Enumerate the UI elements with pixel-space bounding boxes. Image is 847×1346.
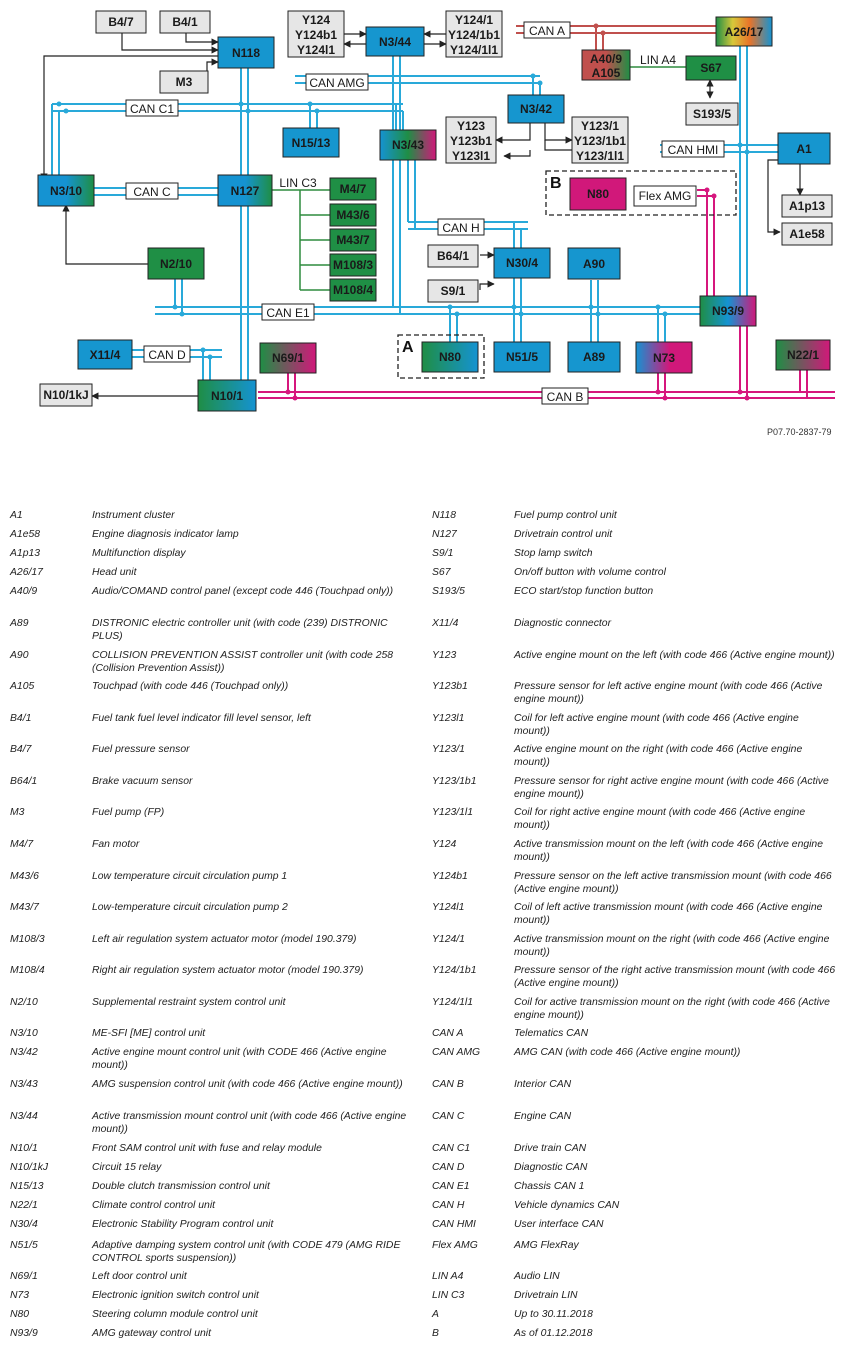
legend-description: Fuel pump control unit xyxy=(514,510,617,521)
legend-code: B4/1 xyxy=(10,713,32,724)
label-n22-1: N22/1 xyxy=(786,348,820,362)
legend-description: Audio/COMAND control panel (except code 446 (Touchpad only)) xyxy=(92,586,394,597)
legend-code: CAN A xyxy=(432,1028,464,1039)
label-n3-10: N3/10 xyxy=(49,184,83,198)
label-y124-1b1: Y124/1b1 xyxy=(447,28,501,42)
label-s9-1: S9/1 xyxy=(440,284,466,298)
legend-description: Head unit xyxy=(92,567,137,578)
variant-label-a: A xyxy=(402,339,414,356)
legend-code: B xyxy=(432,1328,439,1339)
legend-description: Pressure sensor for left active engine mount (with code 466 (Active engine mount)) xyxy=(514,681,823,705)
label-y124-1l1: Y124/1l1 xyxy=(449,43,499,57)
label-n15-13: N15/13 xyxy=(291,136,331,150)
legend-code: S9/1 xyxy=(432,548,454,559)
legend-description: Active transmission mount control unit (with code 466 (Active engine mount)) xyxy=(92,1111,407,1135)
label-m108-4: M108/4 xyxy=(332,283,374,297)
legend-description: Fan motor xyxy=(92,839,140,850)
legend-description: Right air regulation system actuator motor (model 190.379) xyxy=(92,965,364,976)
legend-code: A105 xyxy=(10,681,35,692)
legend-description: Drivetrain control unit xyxy=(514,529,613,540)
legend-code: N3/43 xyxy=(10,1079,38,1090)
legend-description: Active engine mount on the left (with code 466 (Active engine mount)) xyxy=(514,650,835,661)
label-y124l1: Y124l1 xyxy=(296,43,336,57)
legend-description: On/off button with volume control xyxy=(514,567,666,578)
label-y123-1: Y123/1 xyxy=(580,119,620,133)
legend-description: Fuel pump (FP) xyxy=(92,807,165,818)
legend-description: AMG suspension control unit (with code 466 (Active engine mount)) xyxy=(92,1079,403,1090)
legend-description: Coil of left active transmission mount (with code 466 (Active engine mount)) xyxy=(514,902,823,926)
legend-description: Fuel pressure sensor xyxy=(92,744,190,755)
label-a26-17: A26/17 xyxy=(724,25,764,39)
label-a1p13: A1p13 xyxy=(788,199,826,213)
legend-description: Multifunction display xyxy=(92,548,186,559)
legend-code: Y123 xyxy=(432,650,457,661)
label-m4-7: M4/7 xyxy=(339,182,367,196)
legend-code: Y124/1l1 xyxy=(432,997,474,1008)
legend-description: Double clutch transmission control unit xyxy=(92,1181,270,1192)
legend-code: M3 xyxy=(10,807,25,818)
legend-description: Touchpad (with code 446 (Touchpad only)) xyxy=(92,681,289,692)
label-a40-9: A40/9 xyxy=(589,52,623,66)
legend-description: Instrument cluster xyxy=(92,510,175,521)
legend-description: Electronic Stability Program control unit xyxy=(92,1219,274,1230)
legend-code: Y124l1 xyxy=(432,902,465,913)
label-n10-1kj: N10/1kJ xyxy=(43,388,89,402)
legend-description: Diagnostic CAN xyxy=(514,1162,588,1173)
variant-label-b: B xyxy=(550,175,562,192)
legend-code: CAN HMI xyxy=(432,1219,476,1230)
label-n10-1: N10/1 xyxy=(210,389,244,403)
legend-code: N118 xyxy=(432,510,457,521)
label-n73: N73 xyxy=(652,351,676,365)
legend-description: AMG gateway control unit xyxy=(92,1328,211,1339)
legend-code: Y124/1b1 xyxy=(432,965,477,976)
label-y123: Y123 xyxy=(456,119,486,133)
label-x11-4: X11/4 xyxy=(89,348,121,362)
label-n2-10: N2/10 xyxy=(159,257,193,271)
legend-description: Brake vacuum sensor xyxy=(92,776,193,787)
legend-code: B4/7 xyxy=(10,744,32,755)
legend-description: Low-temperature circuit circulation pump 2 xyxy=(92,902,288,913)
legend-description: Vehicle dynamics CAN xyxy=(514,1200,620,1211)
legend-code: A xyxy=(432,1309,439,1320)
legend-code: S67 xyxy=(432,567,451,578)
legend-code: A26/17 xyxy=(10,567,43,578)
legend-code: CAN C1 xyxy=(432,1143,471,1154)
legend-code: Y123l1 xyxy=(432,713,465,724)
bus-label-can-e1: CAN E1 xyxy=(266,306,310,320)
legend-code: CAN D xyxy=(432,1162,465,1173)
bus-label-can-b: CAN B xyxy=(546,390,584,404)
legend-description: ECO start/stop function button xyxy=(514,586,654,597)
label-a90: A90 xyxy=(582,257,606,271)
legend-description: Chassis CAN 1 xyxy=(514,1181,585,1192)
legend-code: A89 xyxy=(10,618,29,629)
bus-label-lin-c3: LIN C3 xyxy=(279,176,317,190)
label-y124: Y124 xyxy=(301,13,331,27)
legend-description: Active engine mount control unit (with CODE 466 (Active engine mount)) xyxy=(92,1047,387,1071)
legend-code: N73 xyxy=(10,1290,30,1301)
label-y124-1: Y124/1 xyxy=(454,13,494,27)
legend-description: Drive train CAN xyxy=(514,1143,587,1154)
legend-code: Y123/1b1 xyxy=(432,776,477,787)
legend-code: N3/44 xyxy=(10,1111,38,1122)
legend-code: Y123b1 xyxy=(432,681,468,692)
bus-label-can-c: CAN C xyxy=(133,185,171,199)
legend-code: S193/5 xyxy=(432,586,465,597)
legend-code: N22/1 xyxy=(10,1200,38,1211)
legend-description: Left air regulation system actuator motor (model 190.379) xyxy=(92,934,357,945)
label-y123b1: Y123b1 xyxy=(449,134,493,148)
legend-description: Active transmission mount on the right (with code 466 (Active engine mount)) xyxy=(514,934,830,958)
label-n93-9: N93/9 xyxy=(711,304,745,318)
legend-description: Drivetrain LIN xyxy=(514,1290,578,1301)
label-a1e58: A1e58 xyxy=(789,227,825,241)
legend-code: M108/3 xyxy=(10,934,45,945)
label-s193-5: S193/5 xyxy=(692,107,732,121)
legend-code: N2/10 xyxy=(10,997,38,1008)
legend-description: Low temperature circuit circulation pump 1 xyxy=(92,871,288,882)
label-y124b1: Y124b1 xyxy=(294,28,338,42)
legend-code: Y124/1 xyxy=(432,934,465,945)
bus-label-can-h: CAN H xyxy=(442,221,480,235)
legend-description: Climate control control unit xyxy=(92,1200,216,1211)
legend-code: Y124 xyxy=(432,839,457,850)
legend-description: DISTRONIC electric controller unit (with code (239) DISTRONIC PLUS) xyxy=(92,618,388,642)
legend-description: ME-SFI [ME] control unit xyxy=(92,1028,206,1039)
legend-code: A1p13 xyxy=(10,548,41,559)
legend-code: N127 xyxy=(432,529,457,540)
legend-code: M4/7 xyxy=(10,839,34,850)
label-y123-1b1: Y123/1b1 xyxy=(573,134,627,148)
legend-code: Y123/1 xyxy=(432,744,465,755)
legend-description: Up to 30.11.2018 xyxy=(514,1309,593,1320)
legend-code: Y124b1 xyxy=(432,871,468,882)
legend-description: As of 01.12.2018 xyxy=(514,1328,593,1339)
label-n3-43: N3/43 xyxy=(391,138,425,152)
label-b64-1: B64/1 xyxy=(436,249,470,263)
label-n30-4: N30/4 xyxy=(505,256,539,270)
legend-code: N51/5 xyxy=(10,1240,38,1251)
label-m108-3: M108/3 xyxy=(332,258,374,272)
legend-code: CAN AMG xyxy=(432,1047,481,1058)
legend-code: X11/4 xyxy=(432,618,459,629)
label-s67: S67 xyxy=(700,61,722,75)
legend-description: Pressure sensor on the left active transmission mount (with code 466 (Active engine mount)) xyxy=(514,871,832,895)
legend-code: B64/1 xyxy=(10,776,38,787)
label-n80-a: N80 xyxy=(438,350,462,364)
label-y123l1: Y123l1 xyxy=(451,149,491,163)
legend-code: N10/1 xyxy=(10,1143,38,1154)
legend-description: Circuit 15 relay xyxy=(92,1162,162,1173)
bus-label-can-hmi: CAN HMI xyxy=(667,143,719,157)
legend-code: CAN E1 xyxy=(432,1181,470,1192)
legend-description: Engine diagnosis indicator lamp xyxy=(92,529,239,540)
legend-code: A40/9 xyxy=(10,586,38,597)
figure-reference: P07.70-2837-79 xyxy=(767,427,832,437)
legend-code: A1e58 xyxy=(10,529,41,540)
legend-code: M43/6 xyxy=(10,871,39,882)
legend-code: N93/9 xyxy=(10,1328,38,1339)
legend-description: Adaptive damping system control unit (with CODE 479 (AMG RIDE CONTROL sports suspension)) xyxy=(92,1240,401,1264)
legend-description: Supplemental restraint system control unit xyxy=(92,997,286,1008)
label-n80-b: N80 xyxy=(586,187,610,201)
label-a105: A105 xyxy=(591,66,621,80)
label-m43-6: M43/6 xyxy=(336,208,370,222)
label-a89: A89 xyxy=(582,350,606,364)
label-b4-1: B4/1 xyxy=(172,15,198,29)
label-n51-5: N51/5 xyxy=(505,350,539,364)
legend-description: Audio LIN xyxy=(514,1271,560,1282)
legend-code: N80 xyxy=(10,1309,30,1320)
label-n69-1: N69/1 xyxy=(271,351,305,365)
legend-description: Fuel tank fuel level indicator fill level sensor, left xyxy=(92,713,311,724)
legend-description: Active transmission mount on the left (with code 466 (Active engine mount)) xyxy=(514,839,823,863)
legend-code: CAN B xyxy=(432,1079,464,1090)
label-n3-42: N3/42 xyxy=(519,102,553,116)
legend-code: N15/13 xyxy=(10,1181,44,1192)
legend-description: AMG CAN (with code 466 (Active engine mount)) xyxy=(514,1047,741,1058)
legend-description: User interface CAN xyxy=(514,1219,604,1230)
legend-code: N69/1 xyxy=(10,1271,38,1282)
legend-description: Front SAM control unit with fuse and relay module xyxy=(92,1143,322,1154)
label-m43-7: M43/7 xyxy=(336,233,370,247)
bus-label-can-a: CAN A xyxy=(528,24,566,38)
label-m3: M3 xyxy=(175,75,193,89)
label-n118: N118 xyxy=(231,46,261,60)
legend-code: A90 xyxy=(10,650,29,661)
legend-code: LIN A4 xyxy=(432,1271,464,1282)
legend-description: Pressure sensor for right active engine mount (with code 466 (Active engine mount)) xyxy=(514,776,829,800)
bus-label-lin-a4: LIN A4 xyxy=(639,53,677,67)
label-a1: A1 xyxy=(796,142,812,156)
label-n127: N127 xyxy=(230,184,260,198)
legend-description: Active engine mount on the right (with code 466 (Active engine mount)) xyxy=(514,744,803,768)
legend-description: Coil for left active engine mount (with code 466 (Active engine mount)) xyxy=(514,713,799,737)
label-n3-44: N3/44 xyxy=(378,35,412,49)
bus-label-can-amg: CAN AMG xyxy=(309,76,365,90)
legend-description: Diagnostic connector xyxy=(514,618,612,629)
legend-description: Stop lamp switch xyxy=(514,548,593,559)
legend-description: Interior CAN xyxy=(514,1079,572,1090)
legend-description: Coil for active transmission mount on the right (with code 466 (Active engine mount)) xyxy=(514,997,830,1021)
legend-code: A1 xyxy=(10,510,23,521)
legend-code: N3/10 xyxy=(10,1028,38,1039)
bus-label-can-d: CAN D xyxy=(148,348,186,362)
legend-description: Electronic ignition switch control unit xyxy=(92,1290,259,1301)
legend-description: COLLISION PREVENTION ASSIST controller unit (with code 258 (Collision Prevention Assist)) xyxy=(92,650,394,674)
bus-label-can-c1: CAN C1 xyxy=(129,102,175,116)
legend-code: M43/7 xyxy=(10,902,39,913)
legend-description: Engine CAN xyxy=(514,1111,572,1122)
legend-code: N30/4 xyxy=(10,1219,38,1230)
legend-code: LIN C3 xyxy=(432,1290,465,1301)
legend-description: Steering column module control unit xyxy=(92,1309,258,1320)
label-b4-7: B4/7 xyxy=(108,15,134,29)
legend-code: M108/4 xyxy=(10,965,45,976)
legend-description: Pressure sensor of the right active transmission mount (with code 466 (Active engine mount)) xyxy=(514,965,836,989)
legend-code: N3/42 xyxy=(10,1047,38,1058)
legend-description: AMG FlexRay xyxy=(514,1240,579,1251)
legend-code: CAN C xyxy=(432,1111,465,1122)
legend-code: Flex AMG xyxy=(432,1240,478,1251)
legend-description: Telematics CAN xyxy=(514,1028,589,1039)
legend-description: Left door control unit xyxy=(92,1271,187,1282)
legend-code: CAN H xyxy=(432,1200,465,1211)
label-flex-amg: Flex AMG xyxy=(638,189,692,203)
legend-code: Y123/1l1 xyxy=(432,807,474,818)
legend-description: Coil for right active engine mount (with code 466 (Active engine mount)) xyxy=(514,807,806,831)
label-y123-1l1: Y123/1l1 xyxy=(575,149,625,163)
legend-code: N10/1kJ xyxy=(10,1162,49,1173)
